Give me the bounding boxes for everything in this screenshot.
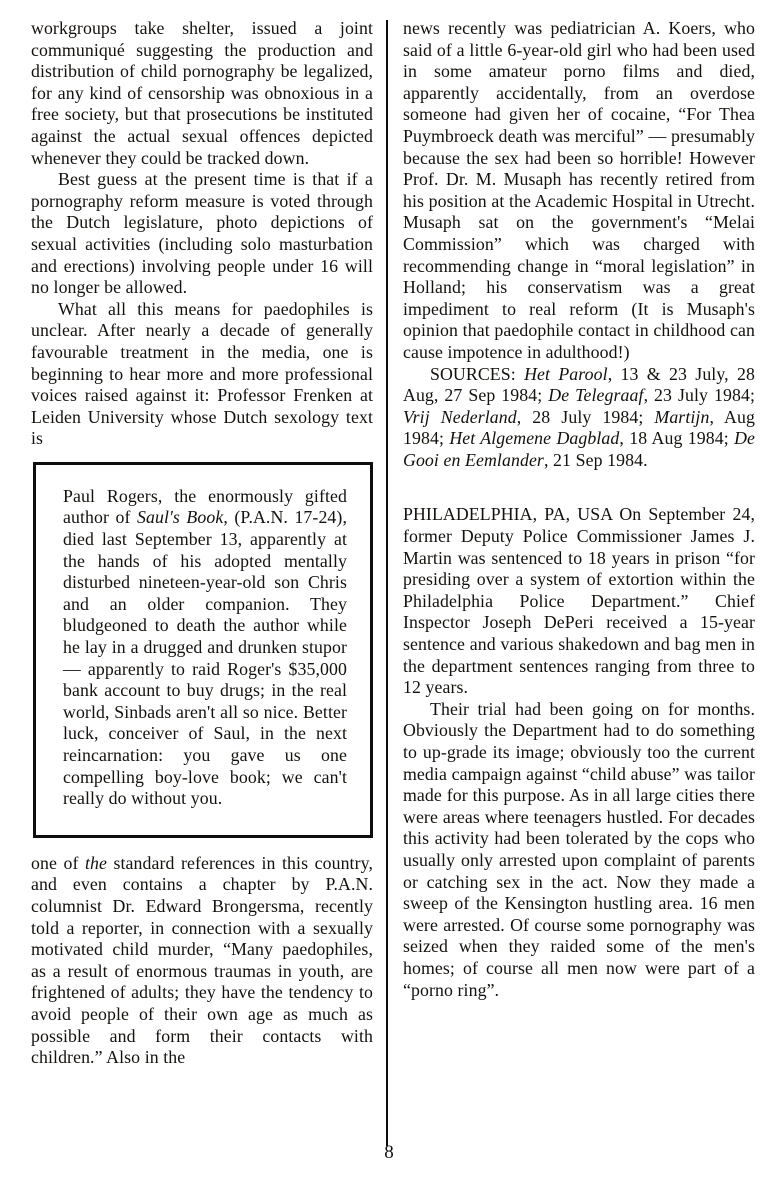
paragraph (403, 504, 755, 698)
paragraph (31, 853, 373, 1069)
text-run: standard references in this country, and even contains a chapter by P.A.N. columnist Dr. Edward Brongersma, recently told a reporter, in connection with a sexually motivated child murder, “Many paedophiles, as a result of enormous traumas in youth, are frightened of adults; they have the tendency to avoid people of their own age as much as possible and form their contacts with children.” Also in the (31, 852, 373, 1068)
text-run: , Aug 1984; (403, 406, 755, 449)
text-run: , 18 Aug 1984; (619, 428, 735, 449)
paragraph (31, 18, 373, 169)
italic-text-run: Martijn (654, 406, 710, 427)
text-run: PHILADELPHIA, PA, USA On September 24, former Deputy Police Commissioner James J. Martin was sentenced to 18 years in prison “for presiding over a system of extortion within the Philadelphia Police Department.” Chief Inspector Joseph DePeri received a 15-year sentence and various shakedown and bag men in the department sentences ranging from three to 12 years. (403, 504, 755, 698)
text-run: What all this means for paedophiles is unclear. After nearly a decade of generally favourable treatment in the media, one is beginning to hear more and more professional voices raised against it: Professor Frenken at Leiden University whose Dutch sexology text is (31, 298, 373, 449)
text-run: workgroups take shelter, issued a joint communiqué suggesting the production and distribution of child pornography be legalized, for any kind of censorship was obnoxious in a free society, but that prosecutions be instituted against the actual sexual offences depicted whenever they could be tracked down. (31, 18, 373, 168)
right-column-paragraphs (403, 18, 755, 1001)
italic-text-run: Het Parool (524, 363, 608, 384)
text-run: , (P.A.N. 17-24), died last September 13, apparently at the hands of his adopted mentally disturbed nineteen-year-old son Chris and an older companion. They bludgeoned to death the author while he lay in a drugged and drunken stupor — apparently to raid Roger's $35,000 bank account to buy drugs; in the real world, Sinbads aren't all so nice. Better luck, conceiver of Saul, in the next reincarnation: you gave us one compelling boy-love book; we can't really do without you. (63, 507, 347, 809)
paragraph (403, 699, 755, 1001)
text-run: , 23 July 1984; (643, 385, 755, 406)
right-column (403, 18, 755, 1001)
page-number: 8 (384, 1142, 394, 1163)
text-run: news recently was pediatrician A. Koers, who said of a little 6-year-old girl who had been used in some amateur porno films and died, apparently accidentally, from an overdose someone had given her of cocaine, “For Thea Puymbroeck death was merciful” — presumably because the sex had been so horrible! However Prof. Dr. M. Musaph has recently retired from his position at the Academic Hospital in Utrecht. Musaph sat on the government's “Melai Commission” which was charged with recommending change in “moral legislation” in Holland; his conservatism was a great impediment to real reform (It is Musaph's opinion that paedophile contact in childhood can cause impotence in adulthood!) (403, 18, 755, 362)
paragraph (31, 299, 373, 450)
column-divider (386, 20, 388, 1146)
italic-text-run: Vrij Nederland (403, 406, 517, 427)
left-column (31, 18, 373, 1069)
paragraph (403, 18, 755, 364)
italic-text-run: Het Algemene Dagblad (449, 428, 620, 449)
italic-text-run: the (84, 852, 107, 873)
text-run: Best guess at the present time is that if a pornography reform measure is voted through the Dutch legislature, photo depictions of sexual activities (including solo masturbation and erections) involving people under 16 will no longer be allowed. (31, 169, 373, 298)
left-column-top-paragraphs (31, 18, 373, 450)
text-run: , 21 Sep 1984. (543, 449, 648, 470)
italic-text-run: De Telegraaf (548, 385, 644, 406)
paragraph (63, 486, 347, 810)
left-column-bottom-paragraphs (31, 853, 373, 1069)
italic-text-run: Saul's Book (137, 507, 224, 528)
paragraph (403, 364, 755, 472)
text-run: Paul Rogers, the enormously gifted author of (63, 485, 347, 528)
italic-text-run: De Gooi en Eemlander (403, 428, 756, 470)
text-run: , 28 July 1984; (516, 406, 655, 427)
text-run: one of (31, 852, 85, 873)
text-run: SOURCES: (430, 363, 525, 384)
text-run: , 13 & 23 July, 28 Aug, 27 Sep 1984; (403, 363, 756, 406)
text-run: Their trial had been going on for months. Obviously the Department had to do something to up-grade its image; obviously too the current media campaign against “child abuse” was tailor made for this purpose. As in all large cities there were areas where teenagers hustled. For decades this activity had been tolerated by the cops who usually only arrested upon complaint of parents or catching sex in the act. Now they made a sweep of the Kensington hustling area. 16 men were arrested. Of course some pornography was seized when they raided some of the men's homes; of course all men now were part of a “porno ring”. (403, 698, 755, 1000)
boxed-obituary (33, 462, 373, 838)
paragraph (31, 169, 373, 299)
